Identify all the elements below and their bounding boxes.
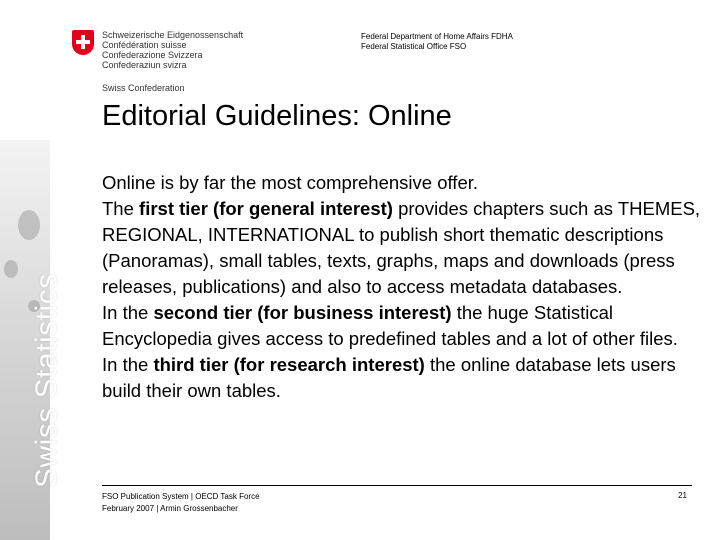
paragraph-prefix: In the	[102, 354, 154, 375]
paragraph-text: the huge Statistical Encyclopedia gives access to predefined tables and a lot of other files.	[102, 302, 678, 349]
intro-paragraph: Online is by far the most comprehensive offer.	[102, 172, 479, 193]
paragraph-text: the online database lets users build their own tables.	[102, 354, 676, 401]
paragraph-prefix: The	[102, 198, 140, 219]
confederation-line: Schweizerische Eidgenossenschaft	[102, 30, 244, 40]
page-number: 21	[678, 491, 687, 500]
confederation-line: Confederazione Svizzera	[102, 50, 203, 60]
paragraph-prefix: In the	[102, 302, 154, 323]
first-tier-paragraph	[102, 196, 702, 300]
sidebar-photo-shape	[4, 260, 18, 278]
confederation-line: Confédération suisse	[102, 40, 187, 50]
confederation-line: Confederaziun svizra	[102, 60, 187, 70]
department-name: Federal Department of Home Affairs FDHA	[361, 32, 513, 41]
paragraph-text: provides chapters such as THEMES, REGIONAL, INTERNATIONAL to publish short thematic descriptions (Panoramas), small tables, texts, graphs, maps and downloads (press releases, publications) and also to access metadata databases.	[102, 198, 701, 297]
confederation-names	[102, 30, 243, 70]
tier-label: third tier (for research interest)	[153, 354, 425, 375]
tier-label: second tier (for business interest)	[153, 302, 452, 323]
slide-title: Editorial Guidelines: Online	[102, 100, 452, 132]
slide-body	[102, 170, 702, 404]
department-info	[361, 32, 513, 52]
footer-line: FSO Publication System | OECD Task Force	[102, 492, 260, 501]
sidebar-label: Swiss Statistics	[30, 273, 63, 488]
third-tier-paragraph	[102, 352, 702, 404]
sidebar-photo-shape	[18, 210, 40, 240]
tier-label: first tier (for general interest)	[139, 198, 393, 219]
footer-divider	[102, 485, 692, 486]
swiss-flag-icon	[72, 30, 94, 55]
second-tier-paragraph	[102, 300, 702, 352]
office-name: Federal Statistical Office FSO	[361, 42, 467, 51]
footer-info	[102, 491, 260, 515]
footer-line: February 2007 | Armin Grossenbacher	[102, 504, 238, 513]
confederation-short: Swiss Confederation	[102, 83, 185, 93]
